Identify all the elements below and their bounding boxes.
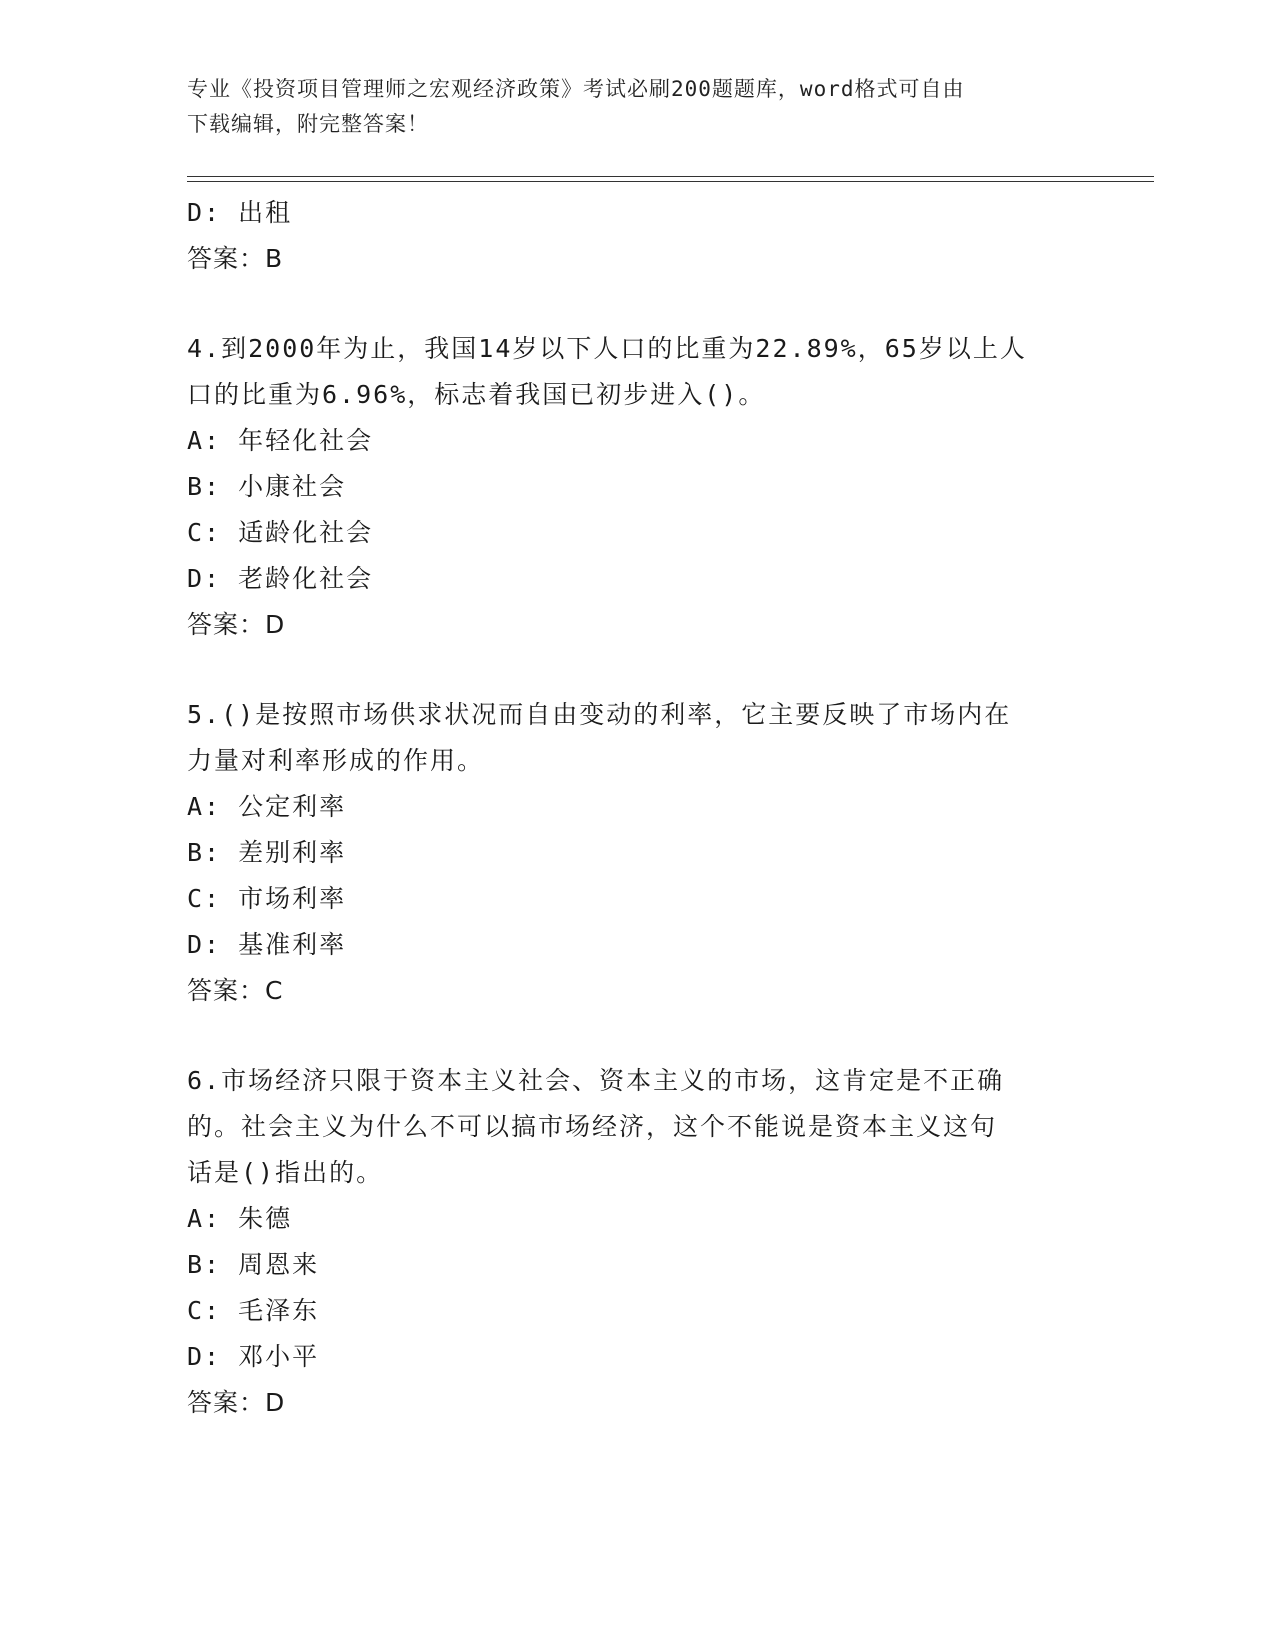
- header-title-line-2: 下载编辑，附完整答案！: [187, 112, 429, 136]
- option-a: A: 公定利率: [187, 792, 347, 821]
- option-c: C: 毛泽东: [187, 1296, 320, 1325]
- answer: 答案：D: [187, 1388, 286, 1417]
- document-body: [187, 190, 1087, 1426]
- question-stem-line: 话是()指出的。: [187, 1158, 384, 1187]
- document-header: [187, 72, 1087, 142]
- option-d: D: 基准利率: [187, 930, 347, 959]
- question-stem-line: 4.到2000年为止，我国14岁以下人口的比重为22.89%，65岁以上人: [187, 334, 1027, 363]
- answer: 答案：C: [187, 976, 284, 1005]
- option-c: C: 市场利率: [187, 884, 347, 913]
- option-b: B: 小康社会: [187, 472, 347, 501]
- question-6: [187, 1058, 1087, 1426]
- question-4: [187, 326, 1087, 648]
- option-b: B: 差别利率: [187, 838, 347, 867]
- option-b: B: 周恩来: [187, 1250, 320, 1279]
- option-d: D: 老龄化社会: [187, 564, 374, 593]
- question-stem-line: 6.市场经济只限于资本主义社会、资本主义的市场，这肯定是不正确: [187, 1066, 1005, 1095]
- option-a: A: 年轻化社会: [187, 426, 374, 455]
- question-stem-line: 力量对利率形成的作用。: [187, 746, 485, 775]
- option-c: C: 适龄化社会: [187, 518, 374, 547]
- header-divider-top: [187, 176, 1154, 177]
- prev-option-d: D: 出租: [187, 198, 293, 227]
- answer: 答案：D: [187, 610, 286, 639]
- header-divider-bottom: [187, 181, 1154, 182]
- question-5: [187, 692, 1087, 1014]
- header-title-line-1: 专业《投资项目管理师之宏观经济政策》考试必刷200题题库，word格式可自由: [187, 77, 965, 101]
- question-stem-line: 口的比重为6.96%，标志着我国已初步进入()。: [187, 380, 766, 409]
- option-d: D: 邓小平: [187, 1342, 320, 1371]
- prev-answer: 答案：B: [187, 244, 284, 273]
- question-stem-line: 的。社会主义为什么不可以搞市场经济，这个不能说是资本主义这句: [187, 1112, 998, 1141]
- question-stem-line: 5.()是按照市场供求状况而自由变动的利率，它主要反映了市场内在: [187, 700, 1012, 729]
- option-a: A: 朱德: [187, 1204, 293, 1233]
